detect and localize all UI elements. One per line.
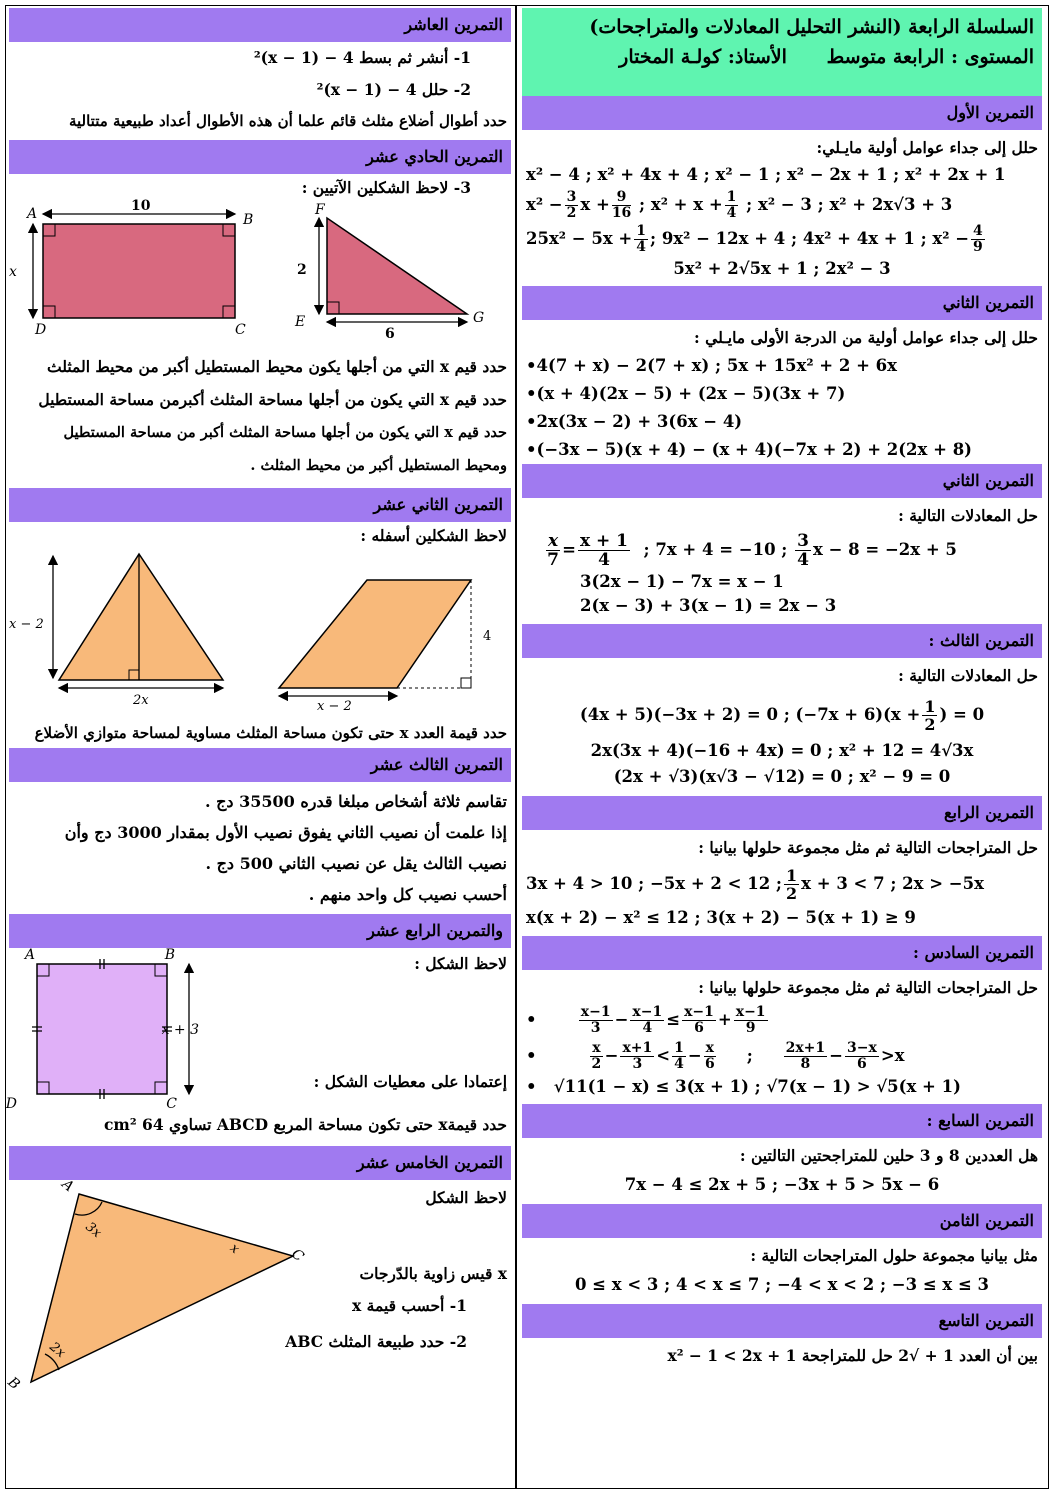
- isosceles-triangle: [59, 554, 223, 680]
- exercise-1-line-2: x² − $\frac{3}{2}$ x + $\frac{9}{16}$ ; x² + x + $\frac{1}{4}$ ; x² − 3 ; x² + 2x√3 + 3: [526, 189, 953, 221]
- exercise-8-prompt: مثل بيانيا مجموعة حلول المتراجحات التالية :: [750, 1246, 1038, 1265]
- exercise-5-line-2: x(x + 2) − x² ≤ 12 ; 3(x + 2) − 5(x + 1) ≥ 9: [526, 908, 916, 927]
- vertex-B: B: [164, 947, 175, 963]
- exercise-4-line-3: (2x + √3)(x√3 − √12) = 0 ; x² − 9 = 0: [613, 767, 951, 786]
- triangle-ABC: [31, 1194, 293, 1382]
- exercise-6-row-3: • √11(1 − x) ≤ 3(x + 1) ; √7(x − 1) > √5(x + 1): [526, 1077, 961, 1096]
- exercise-13-line-3: نصيب الثالث يقل عن نصيب الثاني 500 دج .: [205, 854, 507, 873]
- exercise-2-item: •4(7 + x) − 2(7 + x) ; 5x + 15x² + 2 + 6x: [526, 356, 897, 375]
- vertex-C: C: [235, 322, 246, 338]
- exercise-4-line-2: 2x(3x + 4)(−16 + 4x) = 0 ; x² + 12 = 4√3x: [590, 741, 974, 760]
- rectangle-shape: [43, 224, 235, 318]
- exercise-5-prompt: حل المتراجحات التالية ثم مثل مجموعة حلولها بيانيا :: [698, 838, 1038, 857]
- exercise-15-title: التمرين الخامس عشر: [9, 1146, 511, 1180]
- exercise-11-p4: ومحيط المستطيل أكبر من محيط المثلث .: [250, 457, 507, 474]
- level-teacher: [530, 42, 1034, 72]
- exercise-12-prompt: لاحظ الشكلين أسفله :: [360, 526, 507, 545]
- exercise-8-title: التمرين الثامن: [522, 1204, 1042, 1238]
- vertex-B: B: [4, 1374, 23, 1394]
- exercise-12-title: التمرين الثاني عشر: [9, 488, 511, 522]
- exercise-4-line-1: (4x + 5)(−3x + 2) = 0 ; (−7x + 6)(x + $\frac{1}{2}$ ) = 0: [579, 697, 985, 734]
- column-divider: [515, 5, 517, 1489]
- vertex-D: D: [5, 1096, 17, 1112]
- exercise-10-q1: 1- أنشر ثم بسط 4 − (x − 1)²: [253, 48, 471, 67]
- exercise-15-body: [4, 1176, 511, 1400]
- vertex-A: A: [58, 1176, 77, 1196]
- exercise-12-question: حدد قيمة العدد x حتى تكون مساحة المثلث مساوية لمساحة متوازي الأضلاع: [34, 724, 507, 742]
- figures-triangle-parallelogram: [9, 550, 511, 714]
- right-column: [522, 8, 1042, 1370]
- left-column: [4, 8, 511, 1400]
- exercise-14-p2: حدد قيمةx حتى تكون مساحة المربع ABCD تساوي 64 cm²: [103, 1115, 507, 1134]
- exercise-14-body: [5, 947, 511, 1112]
- parallelogram-base-label: x − 2: [317, 699, 352, 714]
- square-figure: [5, 947, 289, 1112]
- right-angle-mark: [461, 678, 471, 688]
- angle-C-label: x: [226, 1240, 243, 1258]
- vertex-B: B: [243, 212, 254, 228]
- exercise-13-line-1: تقاسم ثلاثة أشخاص مبلغا قدره 35500 دج .: [204, 792, 507, 811]
- series-title: السلسلة الرابعة (النشر التحليل المعادلات والمتراجحات): [589, 16, 1034, 38]
- triangle-base-label: 6: [385, 326, 395, 342]
- exercise-14-p1: إعتمادا على معطيات الشكل :: [313, 1072, 507, 1091]
- vertex-E: E: [295, 314, 306, 330]
- exercise-3-line-3: 2(x − 3) + 3(x − 1) = 2x − 3: [580, 596, 837, 615]
- exercise-1-line-1: x² − 4 ; x² + 4x + 4 ; x² − 1 ; x² − 2x + 1 ; x² + 2x + 1: [526, 165, 1006, 184]
- exercise-5-title: التمرين الرابع: [522, 796, 1042, 830]
- exercise-9-title: التمرين التاسع: [522, 1304, 1042, 1338]
- figures-rectangle-triangle: [9, 198, 511, 342]
- exercise-11-p2: حدد قيم x التي يكون من أجلها مساحة المثلث أكبرمن مساحة المستطيل: [38, 390, 507, 409]
- exercise-8-line-1: 0 ≤ x < 3 ; 4 < x ≤ 7 ; −4 < x < 2 ; −3 ≤ x ≤ 3: [574, 1275, 990, 1294]
- exercise-9-line-1: بين أن العدد 1 + √2 حل للمتراجحة x² − 1 < 2x + 1: [667, 1346, 1038, 1365]
- triangle-ABC-figure: [4, 1176, 329, 1400]
- square-ABCD: [37, 964, 167, 1094]
- exercise-14-title: والتمرين الرابع عشر: [9, 914, 511, 948]
- exercise-7-line-1: 7x − 4 ≤ 2x + 5 ; −3x + 5 > 5x − 6: [624, 1175, 940, 1194]
- exercise-7-prompt: هل العددين 8 و 3 حلين للمتراجحتين التالتين :: [739, 1146, 1038, 1165]
- exercise-1-title: التمرين الأول: [522, 96, 1042, 130]
- triangle-base-label: 2x: [133, 693, 149, 708]
- triangle-height-label: x − 2: [9, 617, 44, 632]
- exercise-11-title: التمرين الحادي عشر: [9, 140, 511, 174]
- exercise-15-prompt: لاحظ الشكل: [425, 1188, 507, 1207]
- exercise-3-line-2: 3(2x − 1) − 7x = x − 1: [580, 572, 784, 591]
- exercise-11-p1: حدد قيم x التي من أجلها يكون محيط المستطيل أكبر من محيط المثلث: [47, 357, 507, 376]
- exercise-3-title: التمرين الثاني: [522, 464, 1042, 498]
- exercise-14-prompt: لاحظ الشكل :: [414, 954, 507, 973]
- exercise-5-line-1: 3x + 4 > 10 ; −5x + 2 < 12 ; $\frac{1}{2}$ x + 3 < 7 ; 2x > −5x: [526, 866, 984, 903]
- exercise-4-title: التمرين الثالث :: [522, 624, 1042, 658]
- exercise-2-title: التمرين الثاني: [522, 286, 1042, 320]
- parallelogram-height-label: 4: [483, 629, 492, 644]
- vertex-F: F: [315, 202, 325, 218]
- exercise-11-prompt: 3- لاحظ الشكلين الآتيين :: [301, 178, 471, 197]
- exercise-2-item: •(−3x − 5)(x + 4) − (x + 4)(−7x + 2) + 2(2x + 8): [526, 440, 972, 459]
- level: المستوى : الرابعة متوسط: [826, 46, 1034, 68]
- vertex-G: G: [473, 310, 485, 326]
- exercise-13-title: التمرين الثالث عشر: [9, 748, 511, 782]
- triangle-height-label: 2: [297, 262, 307, 278]
- exercise-6-row-2: • $\frac{x}{2}$ − $\frac{x+1}{3}$ < $\frac{1}{4}$ − $\frac{x}{6}$ ; $\frac{2x+1}{8}$ − $\frac{3-x}{6}$ >x: [526, 1040, 905, 1072]
- exercise-1-prompt: حلل إلى جداء عوامل أولية مايـلي:: [816, 138, 1038, 157]
- angle-B-label: 2x: [46, 1339, 69, 1362]
- exercise-3-prompt: حل المعادلات التالية :: [898, 506, 1038, 525]
- vertex-D: D: [35, 322, 47, 338]
- exercise-2-item: •2x(3x − 2) + 3(6x − 4): [526, 412, 743, 431]
- vertex-A: A: [27, 206, 38, 222]
- exercise-15-p3: 2- حدد طبيعة المثلث ABC: [285, 1332, 467, 1351]
- exercise-1-line-4: 5x² + 2√5x + 1 ; 2x² − 3: [673, 259, 891, 278]
- exercise-1-line-3: 25x² − 5x + $\frac{1}{4}$ ; 9x² − 12x + 4 ; 4x² + 4x + 1 ; x² − $\frac{4}{9}$: [526, 223, 983, 255]
- exercise-3-line-1: $\frac{x}{7}$ = $\frac{x + 1}{4}$ ; 7x + 4 = −10 ; $\frac{3}{4}$ x − 8 = −2x + 5: [547, 531, 957, 570]
- exercise-13-line-2: إذا علمت أن نصيب الثاني يفوق نصيب الأول بمقدار 3000 دج وأن: [64, 823, 507, 842]
- exercise-13-line-4: أحسب نصيب كل واحد منهم .: [308, 885, 507, 904]
- rect-top-label: 10: [131, 198, 151, 214]
- exercise-6-title: التمرين السادس :: [522, 936, 1042, 970]
- exercise-6-prompt: حل المتراجحات التالية ثم مثل مجموعة حلولها بيانيا :: [698, 978, 1038, 997]
- exercise-2-prompt: حلل إلى جداء عوامل أولية من الدرجة الأولى مايـلي :: [694, 328, 1038, 347]
- exercise-10-q2: 2- حلل 4 − (x − 1)²: [316, 80, 471, 99]
- vertex-A: A: [24, 947, 35, 963]
- exercise-7-title: التمرين السابع :: [522, 1104, 1042, 1138]
- exercise-10-title: التمرين العاشر: [9, 8, 511, 42]
- exercise-15-p2: 1- أحسب قيمة x: [352, 1296, 467, 1315]
- vertex-C: C: [288, 1245, 307, 1266]
- exercise-6-row-1: • $\frac{x-1}{3}$ − $\frac{x-1}{4}$ ≤ $\frac{x-1}{6}$ + $\frac{x-1}{9}$: [526, 1004, 766, 1036]
- exercise-10-q3: حدد أطوال أضلاع مثلث قائم علما أن هذه الأطوال أعداد طبيعية متتالية: [68, 112, 507, 130]
- rect-side-label: x: [9, 264, 17, 280]
- exercise-15-p1: x قيس زاوية بالدّرجات: [359, 1264, 507, 1283]
- angle-A-label: 3x: [82, 1219, 105, 1242]
- exercise-11-figures: [9, 198, 511, 342]
- vertex-C: C: [166, 1096, 177, 1112]
- teacher: الأستاذ: كولـة المختار: [619, 46, 787, 68]
- exercise-12-figures: [9, 550, 511, 714]
- side-length-label: x + 3: [161, 1022, 199, 1038]
- series-header: [522, 8, 1042, 96]
- parallelogram: [279, 580, 471, 688]
- exercise-4-prompt: حل المعادلات التالية :: [898, 666, 1038, 685]
- triangle-shape: [327, 218, 467, 314]
- exercise-2-item: •(x + 4)(2x − 5) + (2x − 5)(3x + 7): [526, 384, 846, 403]
- exercise-11-p3: حدد قيم x التي يكون من أجلها مساحة المثلث أكبر من مساحة المستطيل: [63, 424, 507, 441]
